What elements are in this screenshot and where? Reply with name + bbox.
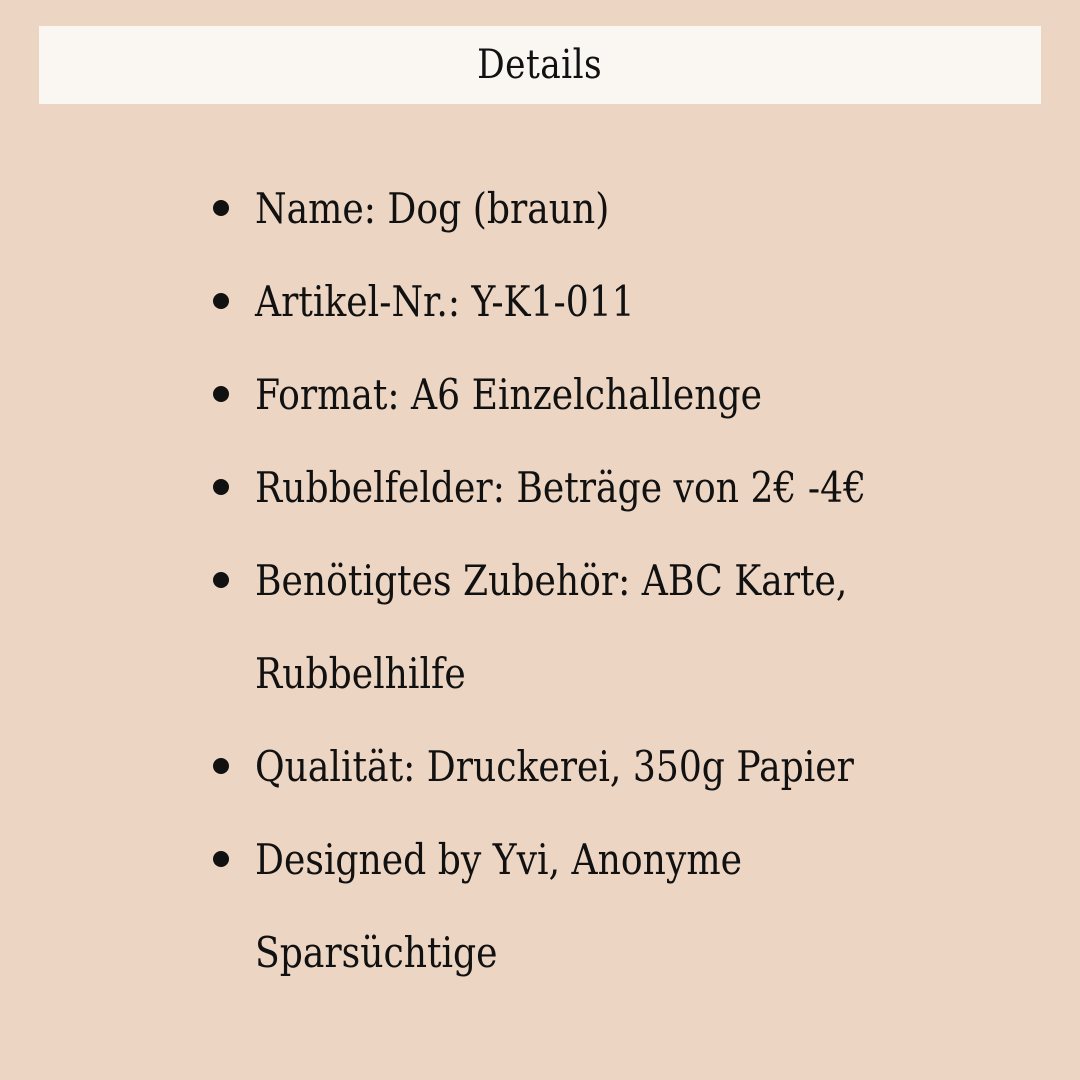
list-item-article-number xyxy=(212,255,1032,348)
list-item-accessories xyxy=(212,534,1032,720)
list-item-text xyxy=(255,720,854,813)
list-item-text xyxy=(255,162,609,255)
list-item-name xyxy=(212,162,1032,255)
bullet-icon xyxy=(213,758,229,774)
list-item-quality xyxy=(212,720,1032,813)
page-title: Details xyxy=(477,42,603,88)
bullet-icon xyxy=(213,386,229,402)
list-item-line: Qualität: Druckerei, 350g Papier xyxy=(255,742,854,791)
list-item-scratch-fields xyxy=(212,441,1032,534)
list-item-text xyxy=(255,441,866,534)
list-item-designer xyxy=(212,813,1032,999)
list-item-text xyxy=(255,255,635,348)
list-item-line: Benötigtes Zubehör: ABC Karte, xyxy=(255,556,848,605)
list-item-line: Format: A6 Einzelchallenge xyxy=(255,370,763,419)
list-item-line: Name: Dog (braun) xyxy=(255,184,610,233)
list-item-text xyxy=(255,348,762,441)
header-bar xyxy=(39,26,1041,104)
bullet-icon xyxy=(213,851,229,867)
bullet-icon xyxy=(213,200,229,216)
details-list xyxy=(212,162,1032,999)
list-item-text xyxy=(255,534,847,720)
list-item-line: Artikel-Nr.: Y-K1-011 xyxy=(255,277,635,326)
bullet-icon xyxy=(213,293,229,309)
list-item-line: Sparsüchtige xyxy=(255,928,498,977)
list-item-line: Rubbelhilfe xyxy=(255,649,466,698)
list-item-line: Designed by Yvi, Anonyme xyxy=(255,835,742,884)
bullet-icon xyxy=(213,572,229,588)
list-item-format xyxy=(212,348,1032,441)
list-item-text xyxy=(255,813,742,999)
bullet-icon xyxy=(213,479,229,495)
list-item-line: Rubbelfelder: Beträge von 2€ -4€ xyxy=(255,463,867,512)
